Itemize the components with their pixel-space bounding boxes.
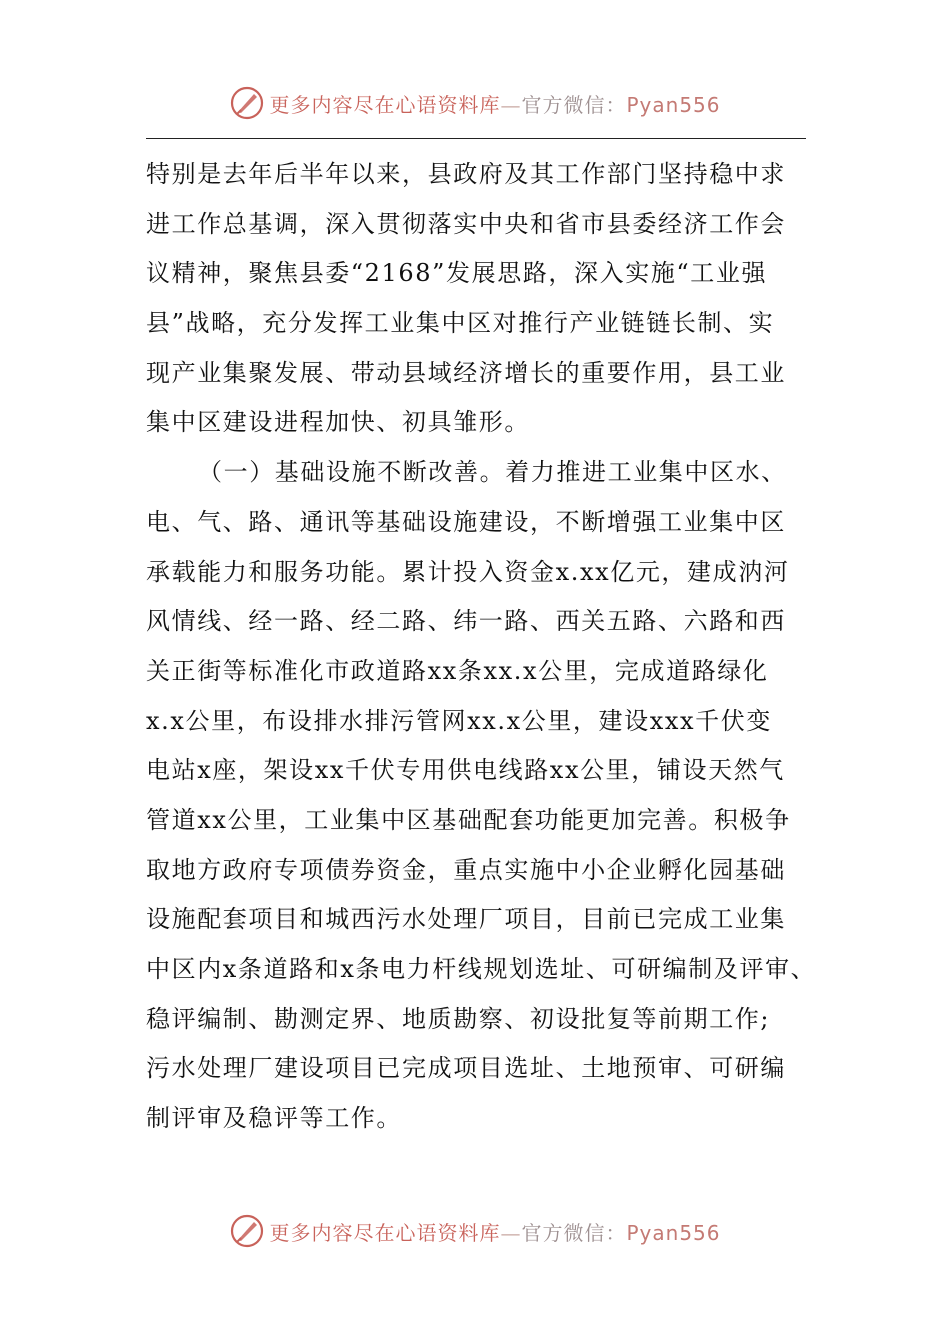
text-line: 污水处理厂建设项目已完成项目选址、土地预审、可研编	[146, 1054, 786, 1083]
text-line: 特别是去年后半年以来，县政府及其工作部门坚持稳中求	[146, 160, 786, 188]
text-line: 制评审及稳评等工作。	[146, 1104, 402, 1133]
watermark-brand: 更多内容尽在心语资料库	[269, 1220, 501, 1245]
watermark-wechat-label: 官方微信：	[521, 92, 627, 117]
text-line: 稳评编制、勘测定界、地质勘察、初设批复等前期工作;	[146, 1004, 771, 1033]
text-line: 风情线、经一路、经二路、纬一路、西关五路、六路和西	[146, 607, 786, 636]
text-line: 取地方政府专项债券资金，重点实施中小企业孵化园基础	[146, 855, 786, 884]
text-line: 设施配套项目和城西污水处理厂项目，目前已完成工业集	[146, 905, 786, 934]
text-line: 承载能力和服务功能。累计投入资金x.xx亿元，建成汭河	[146, 557, 790, 586]
watermark-wechat-id: Pyan556	[626, 92, 721, 117]
text-line: 进工作总基调，深入贯彻落实中央和省市县委经济工作会	[146, 209, 786, 238]
footer-watermark	[0, 1208, 950, 1254]
watermark-text	[269, 1217, 720, 1246]
section-heading-line: （一）基础设施不断改善。着力推进工业集中区水、	[198, 458, 787, 487]
text-line: 电站x座，架设xx千伏专用供电线路xx公里，铺设天然气	[146, 756, 785, 785]
text-line: 县”战略，充分发挥工业集中区对推行产业链链长制、实	[146, 309, 775, 338]
text-line: 管道xx公里，工业集中区基础配套功能更加完善。积极争	[146, 805, 791, 834]
quill-logo-icon	[229, 85, 265, 121]
header-watermark	[0, 80, 950, 126]
watermark-text	[269, 89, 720, 118]
watermark-separator: —	[500, 1220, 522, 1245]
watermark-brand: 更多内容尽在心语资料库	[269, 92, 501, 117]
document-body	[146, 150, 826, 1144]
text-line: 中区内x条道路和x条电力杆线规划选址、可研编制及评审、	[146, 955, 817, 983]
quill-logo-icon	[229, 1213, 265, 1249]
text-line: 集中区建设进程加快、初具雏形。	[146, 408, 530, 437]
header-rule	[146, 138, 806, 139]
text-line: 现产业集聚发展、带动县域经济增长的重要作用，县工业	[146, 358, 786, 387]
text-line: 关正街等标准化市政道路xx条xx.x公里，完成道路绿化	[146, 656, 769, 685]
text-line: 电、气、路、通讯等基础设施建设，不断增强工业集中区	[146, 507, 786, 536]
watermark-wechat-id: Pyan556	[626, 1220, 721, 1245]
watermark-wechat-label: 官方微信：	[521, 1220, 627, 1245]
watermark-separator: —	[500, 92, 522, 117]
text-line: x.x公里，布设排水排污管网xx.x公里，建设xxx千伏变	[146, 706, 772, 735]
text-line: 议精神，聚焦县委“2168”发展思路，深入实施“工业强	[146, 259, 768, 288]
